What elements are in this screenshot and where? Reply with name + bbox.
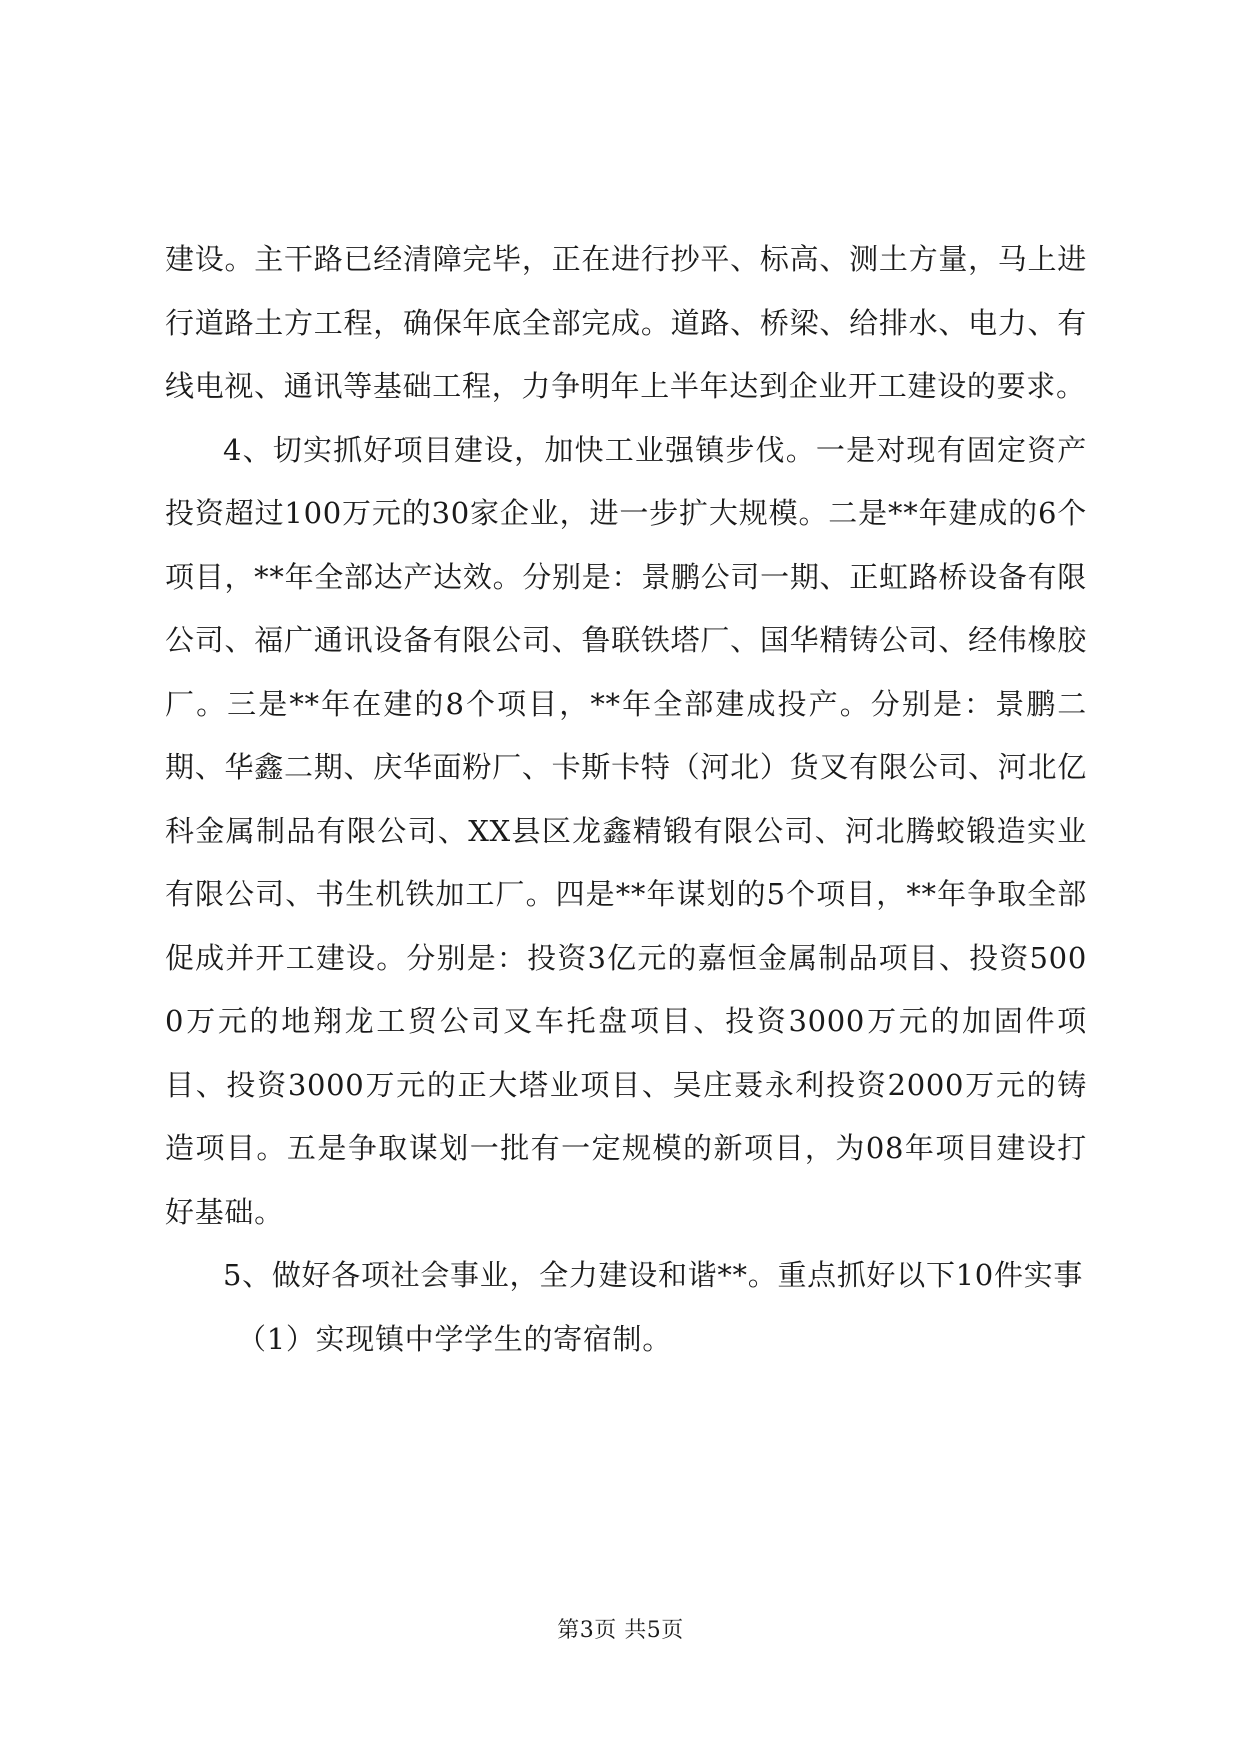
paragraph-item-4: 4、切实抓好项目建设，加快工业强镇步伐。一是对现有固定资产投资超过100万元的30家企业，进一步扩大规模。二是**年建成的6个项目，**年全部达产达效。分别是：景鹏公司一期、正虹路桥设备有限公司、福广通讯设备有限公司、鲁联铁塔厂、国华精铸公司、经伟橡胶厂。三是**年在建的8个项目，**年全部建成投产。分别是：景鹏二期、华鑫二期、庆华面粉厂、卡斯卡特（河北）货叉有限公司、河北亿科金属制品有限公司、XX县区龙鑫精锻有限公司、河北腾蛟锻造实业有限公司、书生机铁加工厂。四是**年谋划的5个项目，**年争取全部促成并开工建设。分别是：投资3亿元的嘉恒金属制品项目、投资5000万元的地翔龙工贸公司叉车托盘项目、投资3000万元的加固件项目、投资3000万元的正大塔业项目、吴庄聂永利投资2000万元的铸造项目。五是争取谋划一批有一定规模的新项目，为08年项目建设打好基础。	[165, 432, 1087, 1229]
paragraph-item-5: 5、做好各项社会事业，全力建设和谐**。重点抓好以下10件实事	[223, 1258, 1084, 1292]
page-footer: 第3页 共5页	[557, 1618, 684, 1643]
paragraph-sub-item-1: （1）实现镇中学学生的寄宿制。	[237, 1321, 672, 1356]
paragraph-continuation: 建设。主干路已经清障完毕，正在进行抄平、标高、测土方量，马上进行道路土方工程，确保年底全部完成。道路、桥梁、给排水、电力、有线电视、通讯等基础工程，力争明年上半年达到企业开工建设的要求。	[165, 242, 1087, 403]
document-body	[165, 228, 1087, 1371]
